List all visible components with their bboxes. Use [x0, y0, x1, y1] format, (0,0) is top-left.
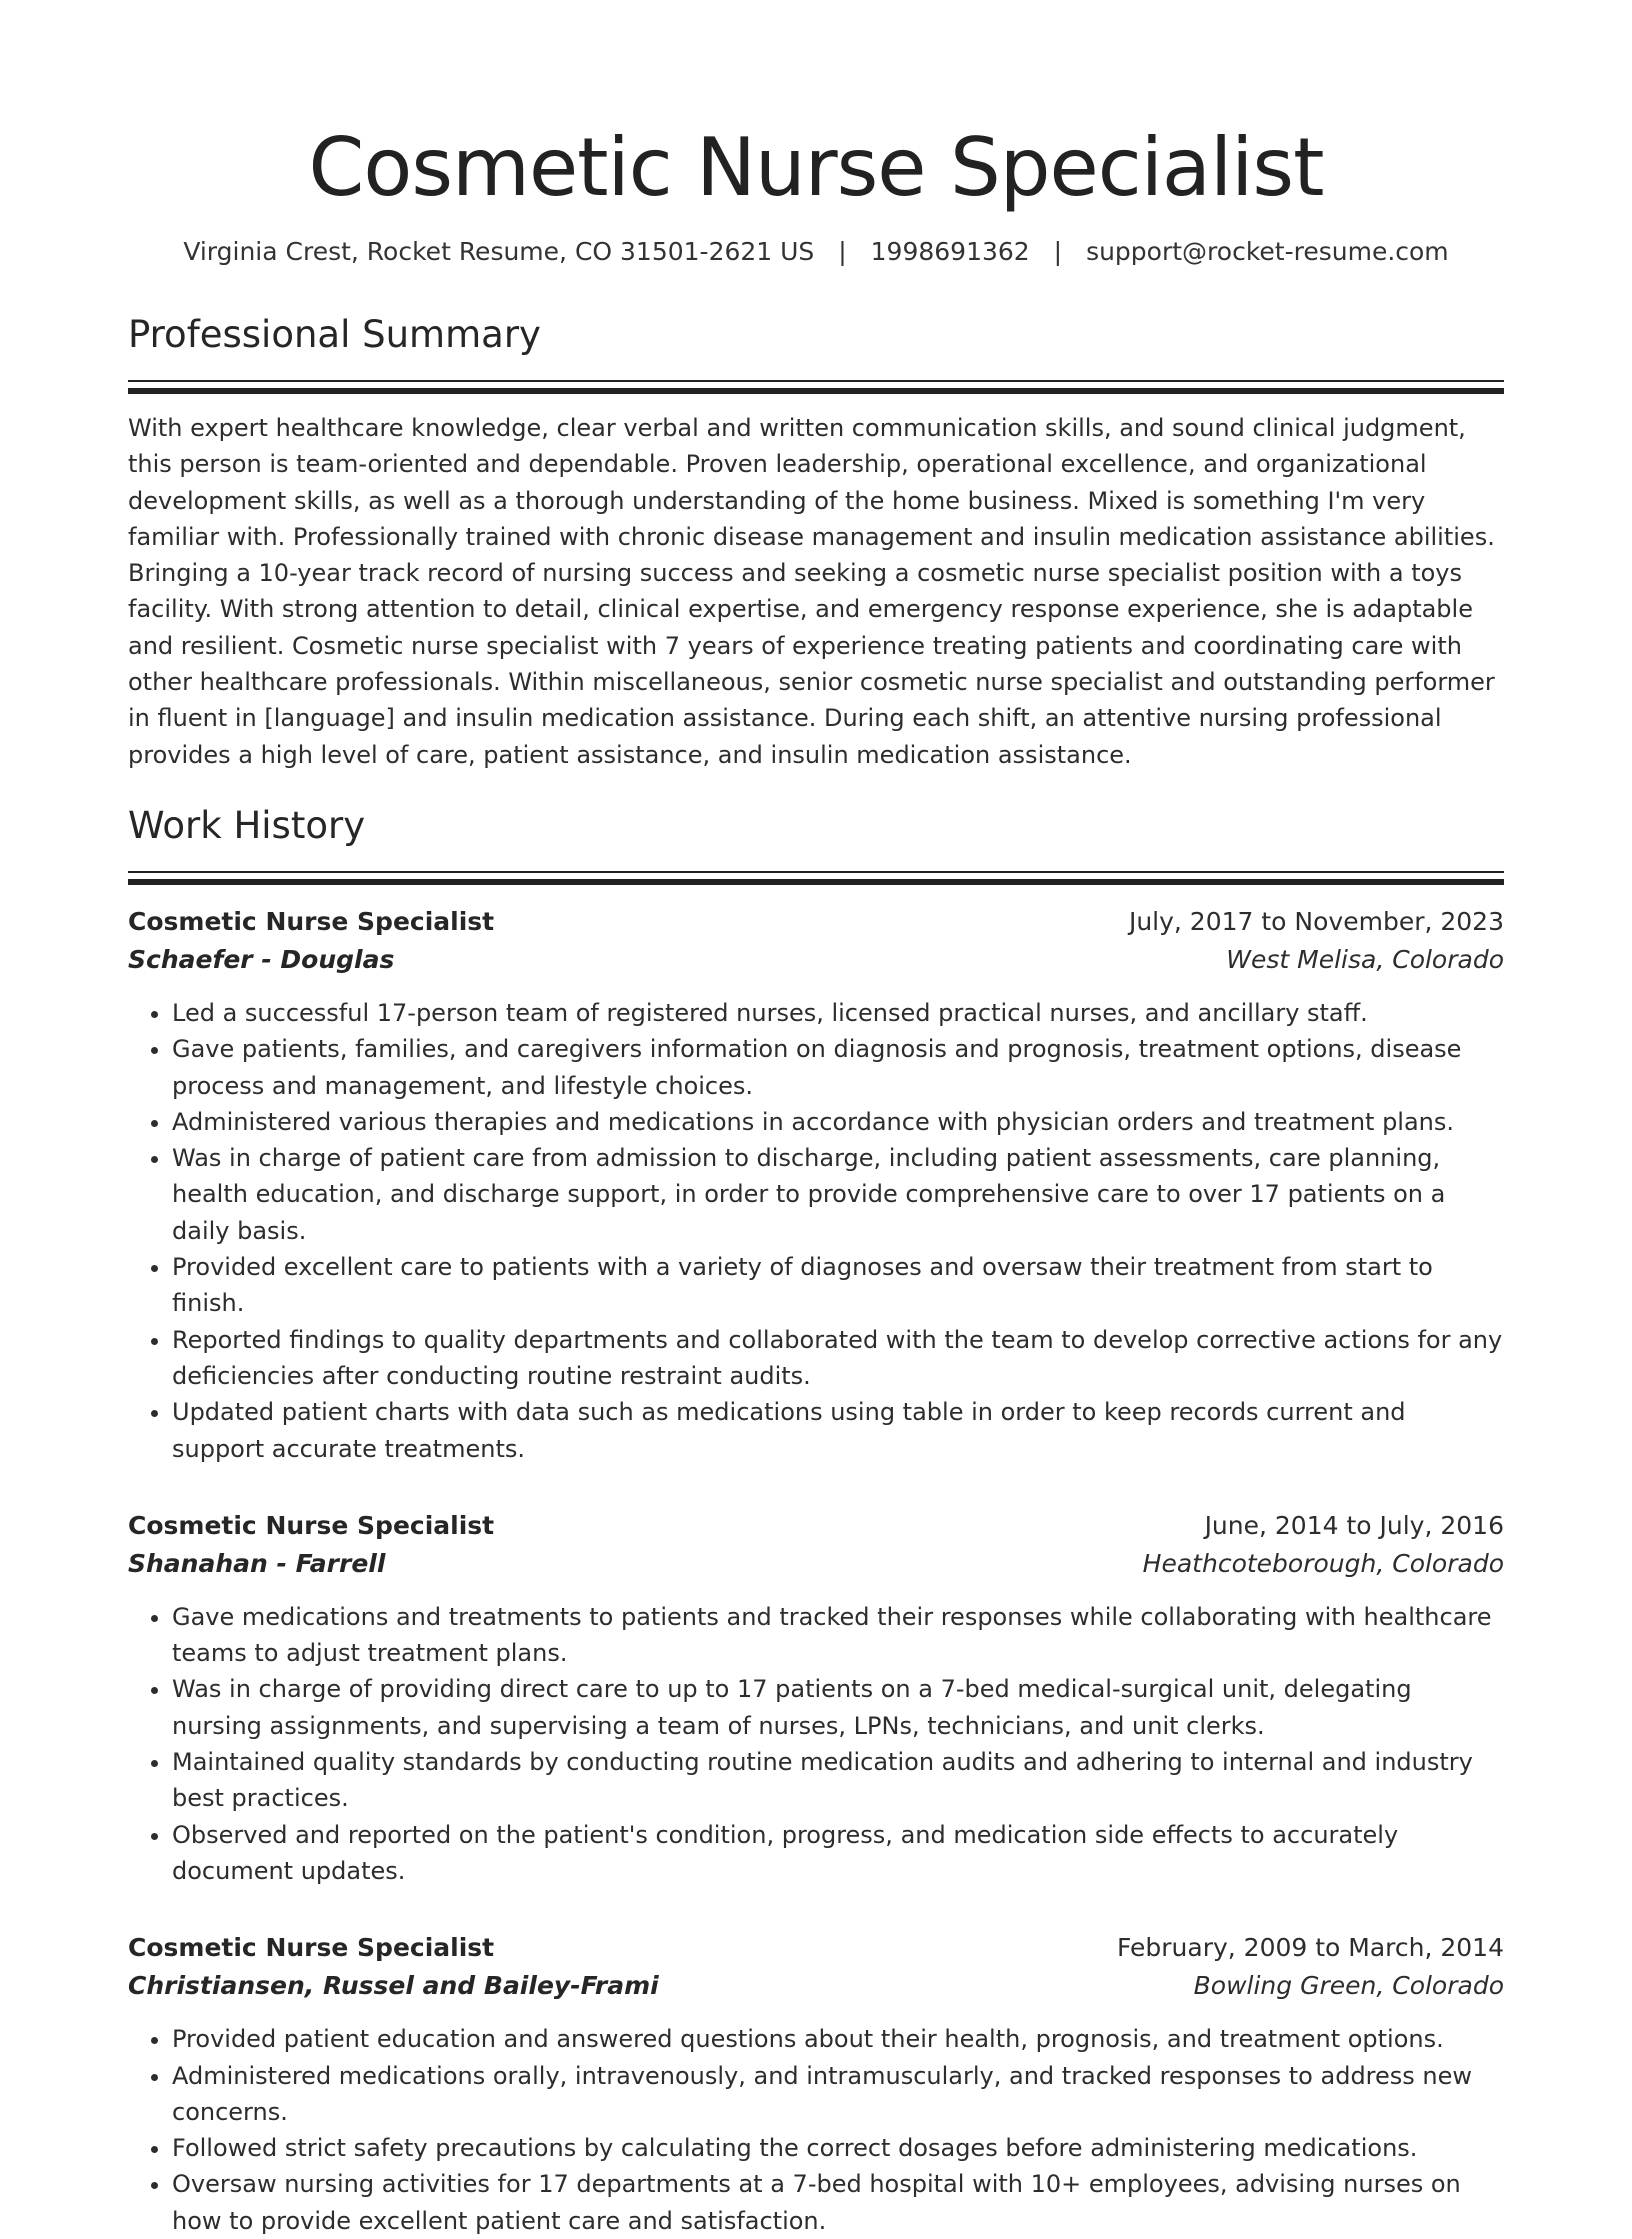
job-company: Schaefer - Douglas: [128, 944, 395, 974]
job-bullet: • Led a successful 17-person team of registered nurses, licensed practical nurses, and ancillary staff.: [172, 995, 1504, 1031]
work-history-section: [128, 801, 1504, 2239]
job-bullet: • Administered various therapies and medications in accordance with physician orders and treatment plans.: [172, 1104, 1504, 1140]
job-dates: June, 2014 to July, 2016: [1204, 1510, 1504, 1540]
job-location: Heathcoteborough, Colorado: [1142, 1548, 1504, 1578]
job-bullets: [128, 2021, 1504, 2239]
job-dates: July, 2017 to November, 2023: [1128, 906, 1504, 936]
job-bullet: • Provided excellent care to patients with a variety of diagnoses and oversaw their treatment from start to finish.: [172, 1249, 1504, 1322]
job-bullet: • Was in charge of providing direct care to up to 17 patients on a 7-bed medical-surgical unit, delegating nursing assignments, and supervising a team of nurses, LPNs, technicians, and unit clerks.: [172, 1671, 1504, 1744]
job-title: Cosmetic Nurse Specialist: [128, 906, 495, 936]
contact-separator: |: [1053, 237, 1063, 266]
job-bullet: • Followed strict safety precautions by calculating the correct dosages before administering medications.: [172, 2130, 1504, 2166]
job-location: West Melisa, Colorado: [1226, 944, 1504, 974]
job-title: Cosmetic Nurse Specialist: [128, 1933, 495, 1963]
work-history-heading: Work History: [128, 803, 366, 847]
summary-section: [128, 310, 1504, 773]
job-company: Christiansen, Russel and Bailey-Frami: [128, 1971, 659, 2001]
job-bullets: [128, 1599, 1504, 1889]
job-title: Cosmetic Nurse Specialist: [128, 1510, 495, 1540]
section-divider: [128, 871, 1504, 885]
job-bullet: • Updated patient charts with data such as medications using table in order to keep records current and support accurate treatments.: [172, 1394, 1504, 1467]
summary-text: With expert healthcare knowledge, clear verbal and written communication skills, and sound clinical judgment, this person is team-oriented and dependable. Proven leadership, operational excellence, and organizational development skills, as well as a thorough understanding of the home business. Mixed is something I'm very familiar with. Professionally trained with chronic disease management and insulin medication assistance abilities. Bringing a 10-year track record of nursing success and seeking a cosmetic nurse specialist position with a toys facility. With strong attention to detail, clinical expertise, and emergency response experience, she is adaptable and resilient. Cosmetic nurse specialist with 7 years of experience treating patients and coordinating care with other healthcare professionals. Within miscellaneous, senior cosmetic nurse specialist and outstanding performer in fluent in [language] and insulin medication assistance. During each shift, an attentive nursing professional provides a high level of care, patient assistance, and insulin medication assistance.: [128, 414, 1495, 769]
job-bullet: • Oversaw nursing activities for 17 departments at a 7-bed hospital with 10+ employees, advising nurses on how to provide excellent patient care and satisfaction.: [172, 2166, 1504, 2239]
summary-heading: Professional Summary: [128, 313, 541, 356]
job-entry: [128, 1929, 1504, 2239]
section-divider: [128, 380, 1504, 394]
contact-address: Virginia Crest, Rocket Resume, CO 31501-2621 US: [183, 237, 815, 266]
job-bullet: • Reported findings to quality departments and collaborated with the team to develop corrective actions for any deficiencies after conducting routine restraint audits.: [172, 1322, 1504, 1395]
contact-phone: 1998691362: [870, 237, 1030, 266]
job-entry: [128, 1507, 1504, 1889]
job-entry: [128, 903, 1504, 1467]
job-company: Shanahan - Farrell: [128, 1548, 386, 1578]
job-bullet: • Maintained quality standards by conducting routine medication audits and adhering to internal and industry best practices.: [172, 1744, 1504, 1817]
job-bullet: • Was in charge of patient care from admission to discharge, including patient assessments, care planning, health education, and discharge support, in order to provide comprehensive care to over 17 patients on a daily basis.: [172, 1140, 1504, 1249]
contact-separator: |: [838, 237, 847, 266]
resume-name: Cosmetic Nurse Specialist: [308, 121, 1324, 214]
job-bullet: • Gave medications and treatments to patients and tracked their responses while collaborating with healthcare teams to adjust treatment plans.: [172, 1599, 1504, 1672]
contact-email: support@rocket-resume.com: [1086, 237, 1449, 266]
job-bullets: [128, 995, 1504, 1467]
job-bullet: • Provided patient education and answered questions about their health, prognosis, and treatment options.: [172, 2021, 1504, 2057]
resume-page: [128, 0, 1504, 2239]
contact-line: [128, 234, 1504, 270]
job-bullet: • Observed and reported on the patient's condition, progress, and medication side effects to accurately document updates.: [172, 1817, 1504, 1890]
job-dates: February, 2009 to March, 2014: [1116, 1933, 1504, 1963]
job-bullet: • Administered medications orally, intravenously, and intramuscularly, and tracked responses to address new concerns.: [172, 2058, 1504, 2131]
job-location: Bowling Green, Colorado: [1193, 1971, 1504, 2001]
job-bullet: • Gave patients, families, and caregivers information on diagnosis and prognosis, treatment options, disease process and management, and lifestyle choices.: [172, 1031, 1504, 1104]
